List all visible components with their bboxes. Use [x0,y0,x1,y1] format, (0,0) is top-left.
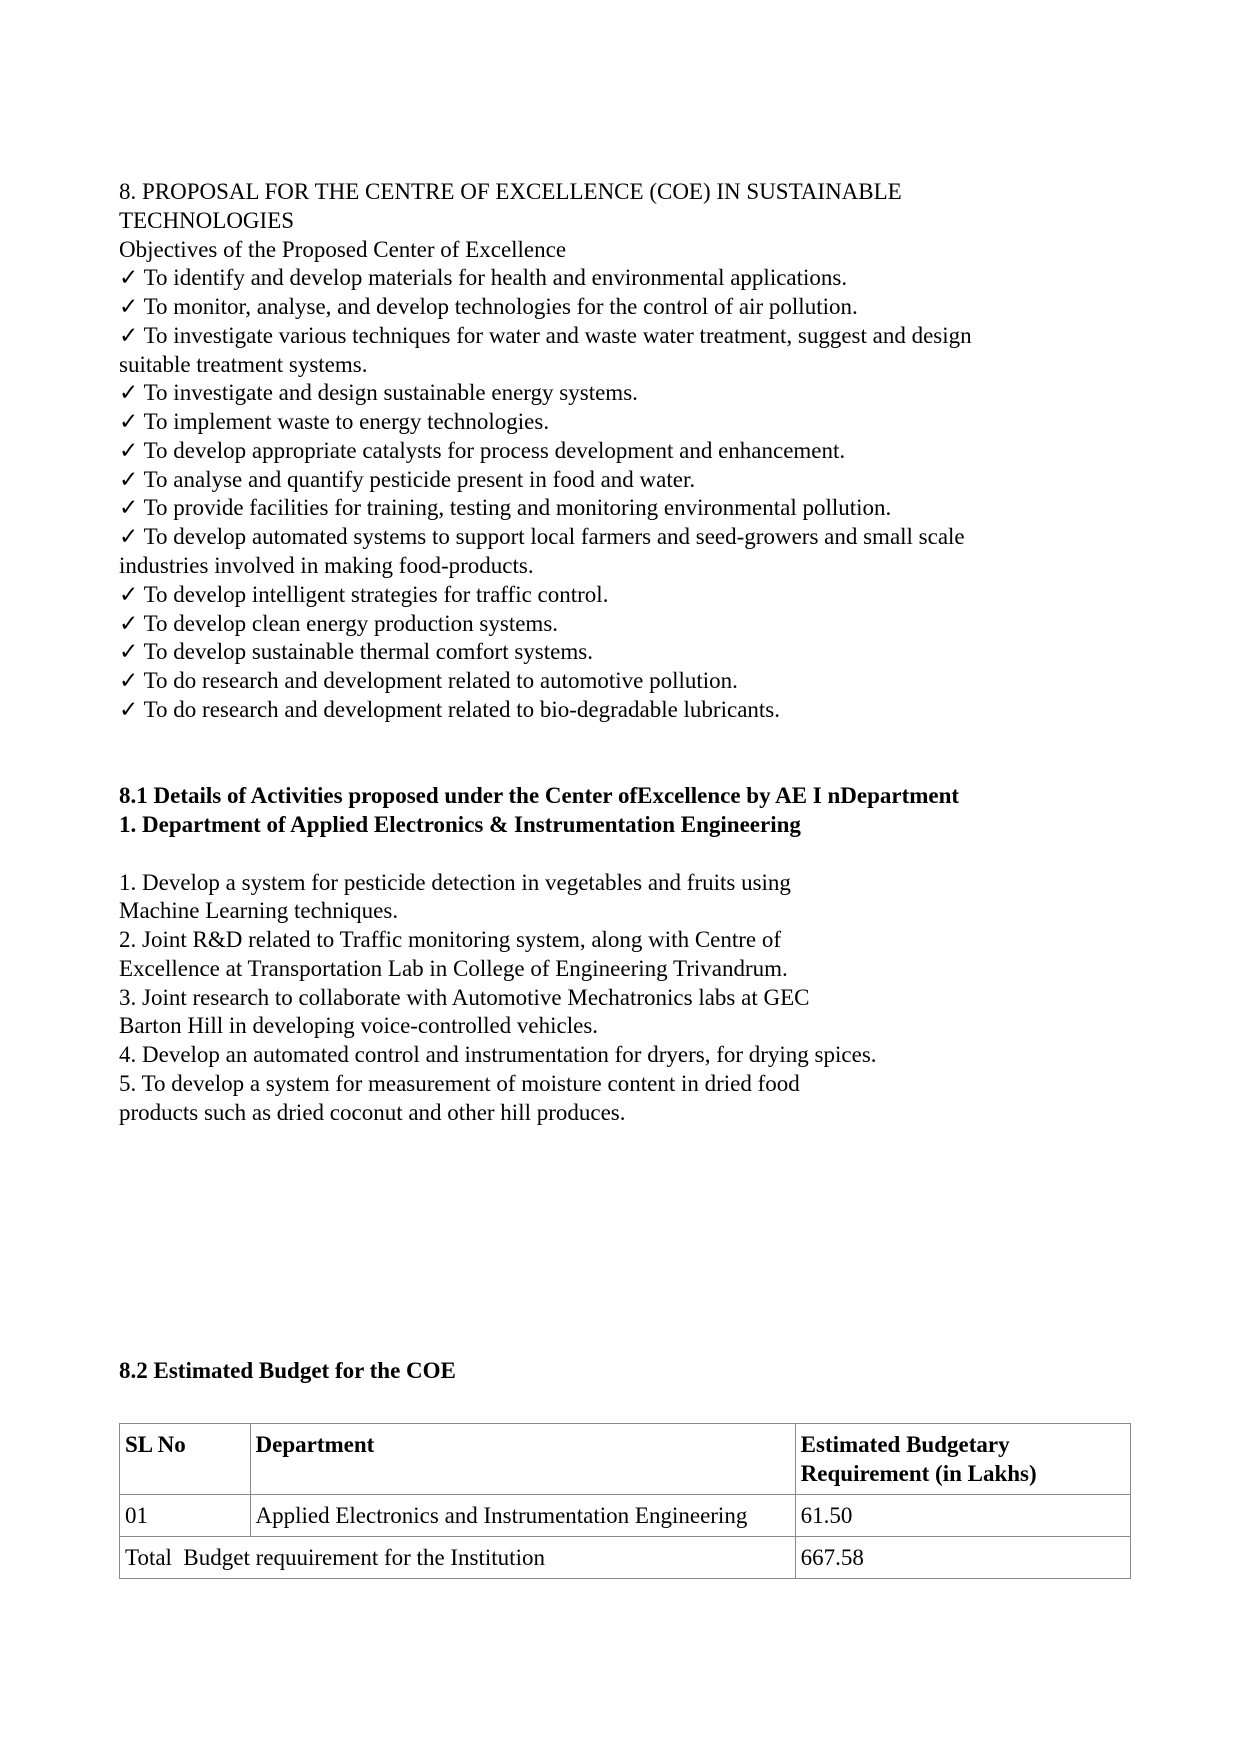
header-estimated-budget: Estimated Budgetary Requirement (in Lakhs) [795,1424,1130,1495]
activity-line: 5. To develop a system for measurement of moisture content in dried food [119,1071,800,1096]
objective-line: suitable treatment systems. [119,352,368,377]
department-heading: 1. Department of Applied Electronics & Instrumentation Engineering [119,812,801,837]
activity-line: products such as dried coconut and other hill produces. [119,1100,626,1125]
objective-line: industries involved in making food-products. [119,553,534,578]
total-label: Total Budget requuirement for the Institution [120,1537,796,1579]
header-department: Department [250,1424,795,1495]
table-row [120,1495,1131,1537]
objective-line: ✓ To develop intelligent strategies for traffic control. [119,582,609,607]
objective-line: ✓ To develop clean energy production systems. [119,611,559,636]
objective-line: ✓ To analyse and quantify pesticide present in food and water. [119,467,696,492]
objective-line: ✓ To do research and development related to bio-degradable lubricants. [119,697,780,722]
cell-amount: 61.50 [795,1495,1130,1537]
section-8-2-title: 8.2 Estimated Budget for the COE [119,1358,456,1383]
section-heading-line-1: 8. PROPOSAL FOR THE CENTRE OF EXCELLENCE (COE) IN SUSTAINABLE [119,179,902,204]
objective-line: ✓ To identify and develop materials for health and environmental applications. [119,265,848,290]
budget-table [119,1423,1131,1579]
header-sl-no: SL No [120,1424,251,1495]
activity-line: Machine Learning techniques. [119,898,399,923]
objective-line: ✓ To provide facilities for training, testing and monitoring environmental pollution. [119,495,892,520]
objective-line: ✓ To monitor, analyse, and develop technologies for the control of air pollution. [119,294,858,319]
table-total-row [120,1537,1131,1579]
objective-line: ✓ To do research and development related to automotive pollution. [119,668,738,693]
cell-department: Applied Electronics and Instrumentation Engineering [250,1495,795,1537]
section-heading-line-2: TECHNOLOGIES [119,208,295,233]
activity-line: 2. Joint R&D related to Traffic monitoring system, along with Centre of [119,927,782,952]
objectives-title: Objectives of the Proposed Center of Excellence [119,237,567,262]
objective-line: ✓ To develop appropriate catalysts for process development and enhancement. [119,438,846,463]
cell-sl-no: 01 [120,1495,251,1537]
table-header-row [120,1424,1131,1495]
section-8-1-title: 8.1 Details of Activities proposed under the Center ofExcellence by AE I nDepartment [119,783,960,808]
activity-line: Barton Hill in developing voice-controlled vehicles. [119,1013,599,1038]
activity-line: 1. Develop a system for pesticide detection in vegetables and fruits using [119,870,791,895]
activity-line: 4. Develop an automated control and instrumentation for dryers, for drying spices. [119,1042,877,1067]
objective-line: ✓ To implement waste to energy technologies. [119,409,550,434]
objective-line: ✓ To investigate and design sustainable energy systems. [119,380,638,405]
objective-line: ✓ To develop sustainable thermal comfort systems. [119,639,593,664]
activity-line: Excellence at Transportation Lab in College of Engineering Trivandrum. [119,956,788,981]
objective-line: ✓ To investigate various techniques for water and waste water treatment, suggest and design [119,323,972,348]
activity-line: 3. Joint research to collaborate with Automotive Mechatronics labs at GEC [119,985,810,1010]
objective-line: ✓ To develop automated systems to support local farmers and seed-growers and small scale [119,524,965,549]
total-amount: 667.58 [795,1537,1130,1579]
